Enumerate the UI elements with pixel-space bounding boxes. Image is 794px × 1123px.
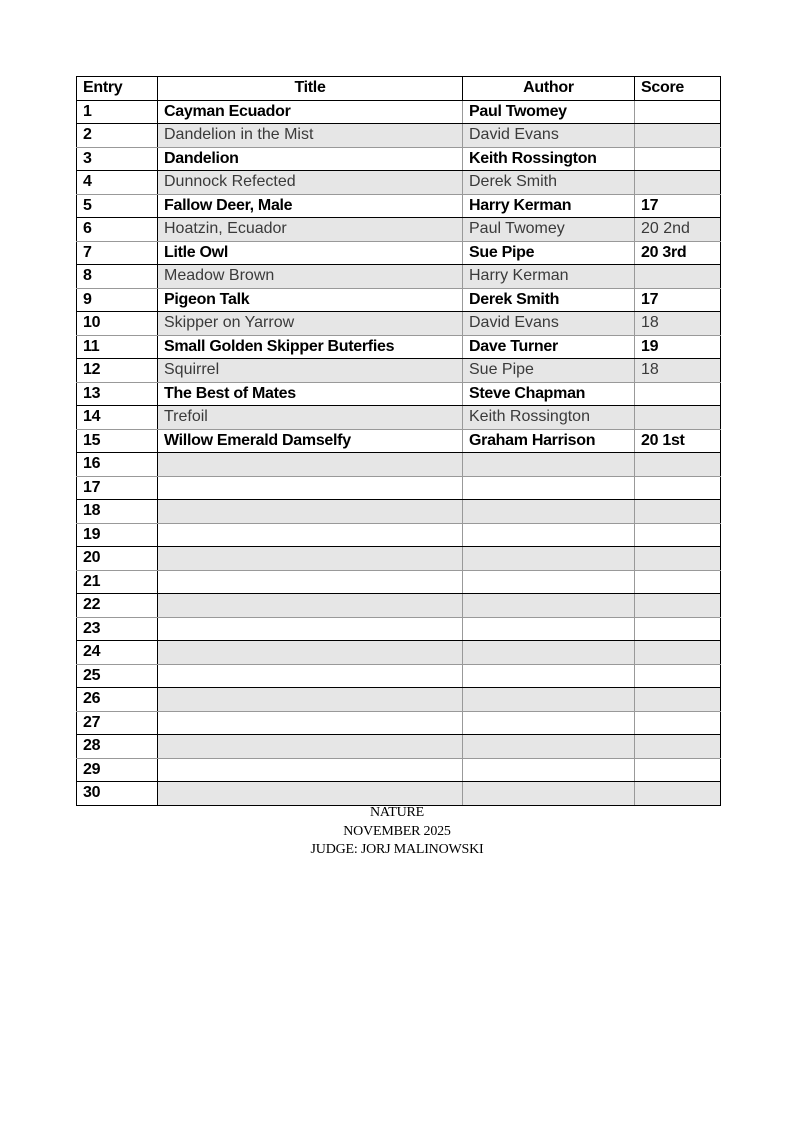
cell-title: Small Golden Skipper Buterfies [158, 335, 463, 359]
cell-entry: 9 [77, 288, 158, 312]
cell-author: David Evans [463, 124, 635, 148]
footer-category: NATURE [369, 805, 425, 820]
cell-title [158, 453, 463, 477]
cell-entry: 15 [77, 429, 158, 453]
cell-entry: 13 [77, 382, 158, 406]
cell-score: 20 1st [635, 429, 721, 453]
cell-title [158, 570, 463, 594]
cell-author [463, 641, 635, 665]
table-row [77, 711, 721, 735]
cell-title: Cayman Ecuador [158, 100, 463, 124]
cell-title [158, 594, 463, 618]
cell-title [158, 735, 463, 759]
cell-score [635, 547, 721, 571]
table-row [77, 453, 721, 477]
cell-entry: 17 [77, 476, 158, 500]
cell-title [158, 547, 463, 571]
cell-entry: 28 [77, 735, 158, 759]
cell-entry: 7 [77, 241, 158, 265]
cell-author: Sue Pipe [463, 241, 635, 265]
table-row [77, 241, 721, 265]
cell-score [635, 758, 721, 782]
footer-date: NOVEMBER 2025 [343, 823, 451, 839]
cell-entry: 23 [77, 617, 158, 641]
cell-author: Keith Rossington [463, 406, 635, 430]
cell-author [463, 664, 635, 688]
footer [0, 804, 794, 860]
table-row [77, 523, 721, 547]
table-row [77, 782, 721, 806]
cell-score [635, 476, 721, 500]
cell-author: Derek Smith [463, 288, 635, 312]
table-row [77, 758, 721, 782]
cell-entry: 20 [77, 547, 158, 571]
cell-score: 18 [635, 359, 721, 383]
cell-title [158, 641, 463, 665]
table-row [77, 312, 721, 336]
table-row [77, 429, 721, 453]
cell-author [463, 523, 635, 547]
cell-score: 17 [635, 194, 721, 218]
cell-score [635, 124, 721, 148]
table-row [77, 124, 721, 148]
cell-author: Graham Harrison [463, 429, 635, 453]
cell-score: 18 [635, 312, 721, 336]
table-row [77, 570, 721, 594]
cell-entry: 26 [77, 688, 158, 712]
cell-score [635, 688, 721, 712]
cell-author: Paul Twomey [463, 100, 635, 124]
table-body [77, 100, 721, 805]
cell-author: Keith Rossington [463, 147, 635, 171]
cell-author [463, 735, 635, 759]
cell-author: Harry Kerman [463, 265, 635, 289]
cell-title [158, 664, 463, 688]
cell-entry: 6 [77, 218, 158, 242]
cell-entry: 11 [77, 335, 158, 359]
cell-title: Trefoil [158, 406, 463, 430]
cell-entry: 24 [77, 641, 158, 665]
cell-author [463, 688, 635, 712]
cell-author: Dave Turner [463, 335, 635, 359]
cell-score [635, 453, 721, 477]
cell-entry: 10 [77, 312, 158, 336]
cell-title: Pigeon Talk [158, 288, 463, 312]
cell-author [463, 594, 635, 618]
cell-score [635, 641, 721, 665]
cell-title [158, 523, 463, 547]
cell-title: Fallow Deer, Male [158, 194, 463, 218]
cell-author: Paul Twomey [463, 218, 635, 242]
cell-score: 17 [635, 288, 721, 312]
table-row [77, 476, 721, 500]
header-entry: Entry [77, 77, 158, 101]
cell-entry: 4 [77, 171, 158, 195]
header-title: Title [158, 77, 463, 101]
cell-title: Meadow Brown [158, 265, 463, 289]
cell-title: Squirrel [158, 359, 463, 383]
cell-author [463, 500, 635, 524]
table-row [77, 335, 721, 359]
cell-score [635, 147, 721, 171]
cell-entry: 1 [77, 100, 158, 124]
cell-author: Harry Kerman [463, 194, 635, 218]
cell-author [463, 547, 635, 571]
cell-score [635, 171, 721, 195]
cell-entry: 27 [77, 711, 158, 735]
cell-entry: 16 [77, 453, 158, 477]
cell-author [463, 476, 635, 500]
cell-title [158, 782, 463, 806]
table-row [77, 735, 721, 759]
cell-entry: 25 [77, 664, 158, 688]
table-row [77, 594, 721, 618]
cell-entry: 14 [77, 406, 158, 430]
cell-score [635, 382, 721, 406]
cell-entry: 18 [77, 500, 158, 524]
header-author: Author [463, 77, 635, 101]
cell-author: Sue Pipe [463, 359, 635, 383]
table-row [77, 194, 721, 218]
table-row [77, 406, 721, 430]
footer-judge: JUDGE: JORJ MALINOWSKI [310, 842, 484, 857]
cell-score [635, 100, 721, 124]
cell-title: Dandelion [158, 147, 463, 171]
cell-title [158, 476, 463, 500]
cell-title [158, 500, 463, 524]
table-row [77, 547, 721, 571]
cell-entry: 12 [77, 359, 158, 383]
cell-author: Steve Chapman [463, 382, 635, 406]
table-row [77, 500, 721, 524]
table-row [77, 688, 721, 712]
cell-entry: 21 [77, 570, 158, 594]
cell-entry: 30 [77, 782, 158, 806]
cell-score [635, 782, 721, 806]
cell-score: 20 2nd [635, 218, 721, 242]
table-row [77, 171, 721, 195]
cell-title: Skipper on Yarrow [158, 312, 463, 336]
cell-entry: 19 [77, 523, 158, 547]
cell-author: David Evans [463, 312, 635, 336]
cell-title [158, 758, 463, 782]
cell-author: Derek Smith [463, 171, 635, 195]
cell-entry: 8 [77, 265, 158, 289]
table-row [77, 265, 721, 289]
cell-score [635, 570, 721, 594]
table-row [77, 100, 721, 124]
table-row [77, 359, 721, 383]
cell-title: Dandelion in the Mist [158, 124, 463, 148]
cell-entry: 2 [77, 124, 158, 148]
cell-score [635, 500, 721, 524]
cell-entry: 5 [77, 194, 158, 218]
cell-title [158, 617, 463, 641]
cell-author [463, 617, 635, 641]
header-score: Score [635, 77, 721, 101]
cell-score [635, 664, 721, 688]
table-row [77, 664, 721, 688]
cell-title: Willow Emerald Damselfy [158, 429, 463, 453]
cell-author [463, 782, 635, 806]
cell-title: Litle Owl [158, 241, 463, 265]
cell-entry: 3 [77, 147, 158, 171]
table-row [77, 617, 721, 641]
cell-entry: 29 [77, 758, 158, 782]
cell-score [635, 523, 721, 547]
cell-entry: 22 [77, 594, 158, 618]
cell-score [635, 406, 721, 430]
cell-author [463, 453, 635, 477]
table-row [77, 641, 721, 665]
cell-author [463, 711, 635, 735]
cell-title [158, 688, 463, 712]
cell-title: The Best of Mates [158, 382, 463, 406]
table-row [77, 382, 721, 406]
cell-author [463, 570, 635, 594]
cell-title [158, 711, 463, 735]
cell-score [635, 594, 721, 618]
cell-score [635, 265, 721, 289]
cell-title: Dunnock Refected [158, 171, 463, 195]
cell-score: 20 3rd [635, 241, 721, 265]
cell-score [635, 711, 721, 735]
cell-title: Hoatzin, Ecuador [158, 218, 463, 242]
header-row [77, 77, 721, 101]
cell-score: 19 [635, 335, 721, 359]
table-row [77, 288, 721, 312]
table-row [77, 218, 721, 242]
table-row [77, 147, 721, 171]
cell-score [635, 735, 721, 759]
cell-score [635, 617, 721, 641]
table-header [77, 77, 721, 101]
cell-author [463, 758, 635, 782]
results-table [76, 76, 721, 806]
